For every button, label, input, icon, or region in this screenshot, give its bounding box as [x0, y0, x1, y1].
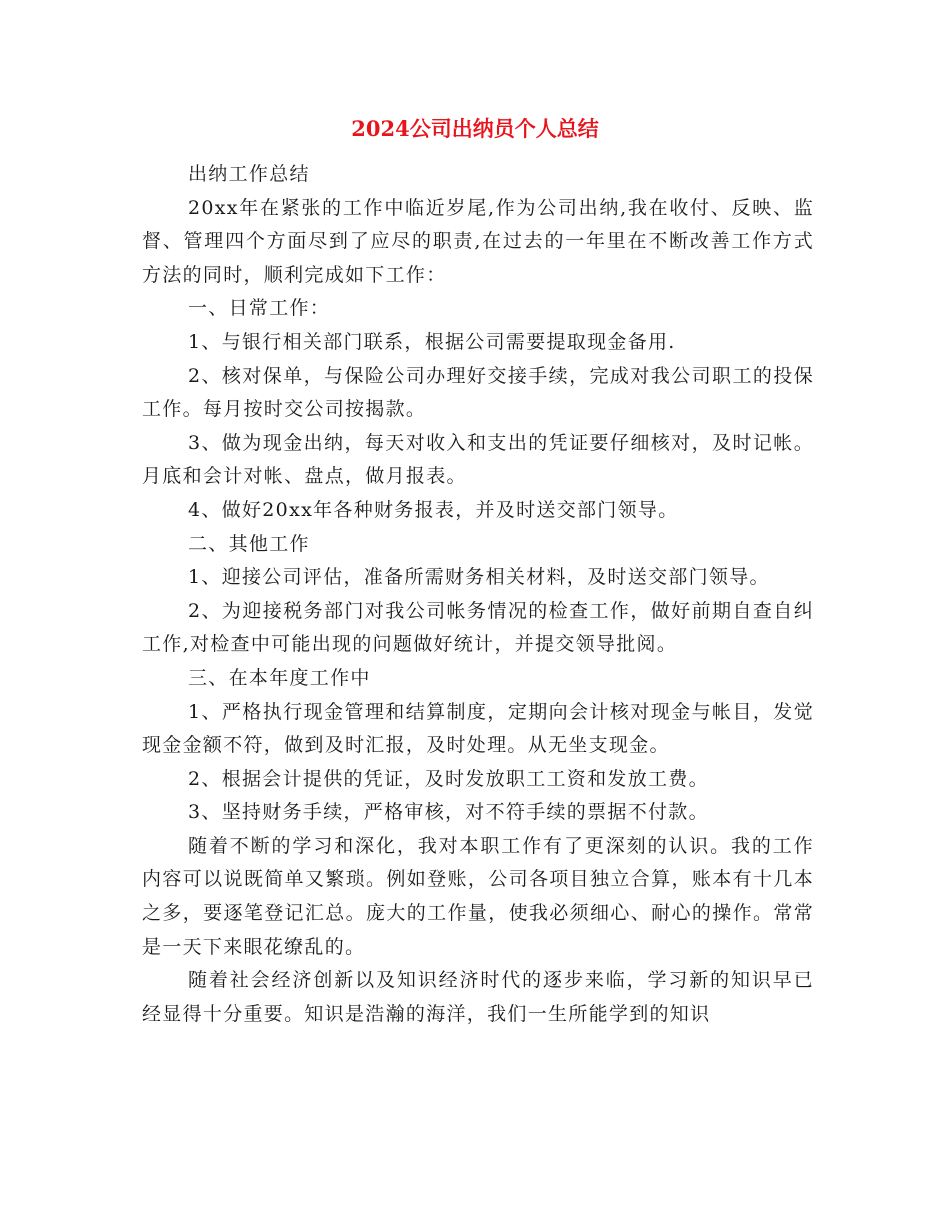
paragraph-learning: 随着社会经济创新以及知识经济时代的逐步来临，学习新的知识早已经显得十分重要。知识是浩瀚的海洋，我们一生所能学到的知识 — [142, 969, 814, 1025]
list-item: 2、为迎接税务部门对我公司帐务情况的检查工作，做好前期自查自纠工作,对检查中可能出现的问题做好统计，并提交领导批阅。 — [142, 599, 814, 656]
list-item: 3、做为现金出纳，每天对收入和支出的凭证要仔细核对，及时记帐。月底和会计对帐、盘点，做月报表。 — [142, 431, 814, 488]
list-item: 2、核对保单，与保险公司办理好交接手续，完成对我公司职工的投保工作。每月按时交公司按揭款。 — [142, 364, 814, 421]
section-heading-daily-work: 一、日常工作： — [188, 297, 331, 320]
section-heading-other-work: 二、其他工作 — [188, 532, 310, 555]
paragraph-subtitle: 出纳工作总结 — [188, 163, 310, 185]
list-item: 1、严格执行现金管理和结算制度，定期向会计核对现金与帐目，发觉现金金额不符，做到及时汇报，及时处理。从无坐支现金。 — [142, 700, 814, 757]
list-item: 1、与银行相关部门联系，根据公司需要提取现金备用. — [188, 330, 676, 353]
list-item: 3、坚持财务手续，严格审核，对不符手续的票据不付款。 — [188, 801, 709, 824]
document-body — [142, 158, 814, 1031]
paragraph-reflection: 随着不断的学习和深化，我对本职工作有了更深刻的认识。我的工作内容可以说既简单又繁琐。例如登账，公司各项目独立合算，账本有十几本之多，要逐笔登记汇总。庞大的工作量，使我必须细心、耐心的操作。常常是一天下来眼花缭乱的。 — [142, 834, 814, 958]
document-title: 2024公司出纳员个人总结 — [351, 116, 599, 141]
list-item: 4、做好20xx年各种财务报表，并及时送交部门领导。 — [188, 498, 679, 521]
list-item: 2、根据会计提供的凭证，及时发放职工工资和发放工费。 — [188, 767, 709, 790]
paragraph-intro: 20xx年在紧张的工作中临近岁尾,作为公司出纳,我在收付、反映、监督、管理四个方面尽到了应尽的职责,在过去的一年里在不断改善工作方式方法的同时，顺利完成如下工作： — [142, 196, 814, 286]
list-item: 1、迎接公司评估，准备所需财务相关材料，及时送交部门领导。 — [188, 566, 770, 589]
section-heading-this-year: 三、在本年度工作中 — [188, 666, 371, 689]
